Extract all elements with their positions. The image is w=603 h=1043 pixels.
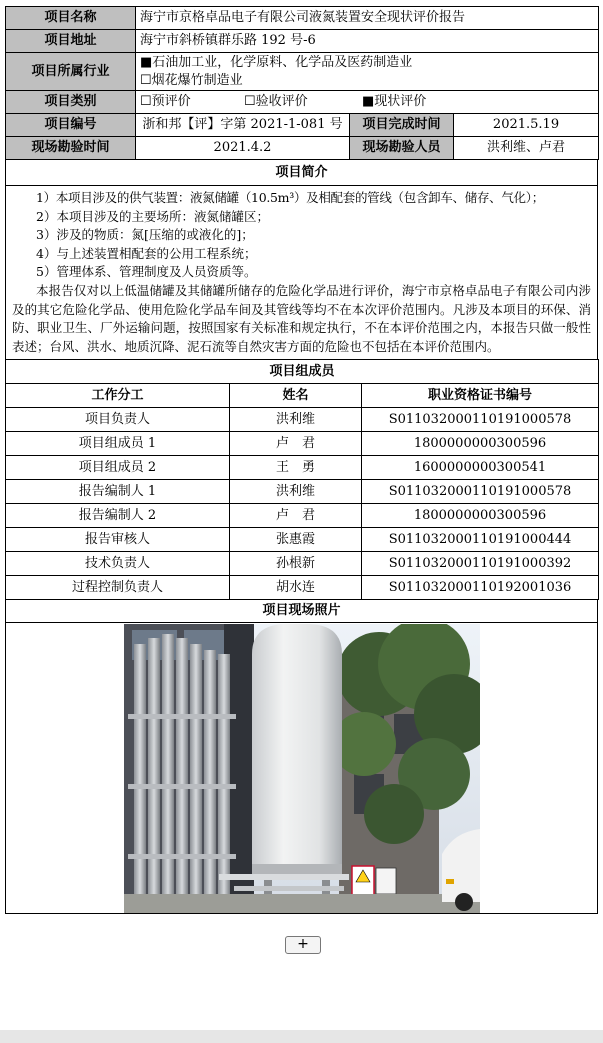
team-role: 报告审核人 bbox=[6, 528, 230, 552]
project-name-label: 项目名称 bbox=[6, 7, 136, 30]
project-address-label: 项目地址 bbox=[6, 30, 136, 53]
team-member-name: 洪利维 bbox=[230, 480, 362, 504]
survey-time-value: 2021.4.2 bbox=[136, 137, 350, 160]
team-row bbox=[6, 456, 599, 480]
team-row bbox=[6, 576, 599, 600]
team-role: 项目组成员 2 bbox=[6, 456, 230, 480]
project-intro-table bbox=[5, 159, 598, 360]
team-title: 项目组成员 bbox=[6, 360, 599, 384]
team-row bbox=[6, 528, 599, 552]
industry-option-petrochem: ■石油加工业，化学原料、化学品及医药制造业 bbox=[140, 54, 413, 70]
intro-content bbox=[6, 186, 598, 360]
team-role: 过程控制负责人 bbox=[6, 576, 230, 600]
team-row bbox=[6, 504, 599, 528]
team-role: 报告编制人 2 bbox=[6, 504, 230, 528]
team-cert-number: 1800000000300596 bbox=[362, 504, 599, 528]
project-industry-label: 项目所属行业 bbox=[6, 53, 136, 91]
intro-line-2: 2）本项目涉及的主要场所：液氮储罐区； bbox=[36, 208, 269, 224]
intro-line-1: 1）本项目涉及的供气装置：液氮储罐（10.5m³）及相配套的管线（包含卸车、储存、气化）； bbox=[36, 190, 544, 205]
project-address-value: 海宁市斜桥镇群乐路 192 号-6 bbox=[136, 30, 599, 53]
photo-cell bbox=[6, 623, 598, 914]
intro-line-3: 3）涉及的物质：氮[压缩的或液化的]； bbox=[36, 227, 254, 243]
team-role: 项目负责人 bbox=[6, 408, 230, 432]
project-category-value bbox=[136, 91, 599, 114]
team-row bbox=[6, 480, 599, 504]
intro-line-5: 5）管理体系、管理制度及人员资质等。 bbox=[36, 264, 257, 280]
intro-line-4: 4）与上述装置相配套的公用工程系统； bbox=[36, 245, 257, 261]
site-photo bbox=[124, 624, 480, 913]
category-option-acceptance: ☐验收评价 bbox=[244, 94, 308, 109]
complete-time-label: 项目完成时间 bbox=[350, 114, 454, 137]
team-member-name: 孙根新 bbox=[230, 552, 362, 576]
team-header-name: 姓名 bbox=[230, 384, 362, 408]
survey-time-label: 现场勘验时间 bbox=[6, 137, 136, 160]
project-info-table bbox=[5, 6, 599, 160]
project-number-label: 项目编号 bbox=[6, 114, 136, 137]
team-role: 项目组成员 1 bbox=[6, 432, 230, 456]
expand-button[interactable]: + bbox=[285, 936, 321, 954]
team-row bbox=[6, 552, 599, 576]
team-cert-number: S011032000110192001036 bbox=[362, 576, 599, 600]
team-cert-number: S011032000110191000578 bbox=[362, 480, 599, 504]
team-cert-number: S011032000110191000444 bbox=[362, 528, 599, 552]
bottom-scroll-bar bbox=[0, 1030, 603, 1043]
team-member-name: 卢 君 bbox=[230, 432, 362, 456]
survey-staff-label: 现场勘验人员 bbox=[350, 137, 454, 160]
photo-title: 项目现场照片 bbox=[6, 600, 598, 623]
report-sheet bbox=[5, 6, 598, 914]
team-row bbox=[6, 408, 599, 432]
category-option-pre: ☐预评价 bbox=[140, 94, 191, 109]
team-table bbox=[5, 359, 599, 600]
team-header-role: 工作分工 bbox=[6, 384, 230, 408]
team-member-name: 王 勇 bbox=[230, 456, 362, 480]
team-header-cert: 职业资格证书编号 bbox=[362, 384, 599, 408]
project-name-value: 海宁市京格卓品电子有限公司液氮装置安全现状评价报告 bbox=[136, 7, 599, 30]
survey-staff-value: 洪利维、卢君 bbox=[454, 137, 599, 160]
project-number-value: 浙和邦【评】字第 2021-1-081 号 bbox=[136, 114, 350, 137]
intro-title: 项目简介 bbox=[6, 160, 598, 186]
team-cert-number: S011032000110191000392 bbox=[362, 552, 599, 576]
team-cert-number: 1600000000300541 bbox=[362, 456, 599, 480]
team-member-name: 胡水连 bbox=[230, 576, 362, 600]
category-option-current: ■现状评价 bbox=[362, 94, 427, 109]
project-category-label: 项目类别 bbox=[6, 91, 136, 114]
team-member-name: 洪利维 bbox=[230, 408, 362, 432]
photo-table bbox=[5, 599, 598, 914]
team-row bbox=[6, 432, 599, 456]
intro-paragraph: 本报告仅对以上低温储罐及其储罐所储存的危险化学品进行评价，海宁市京格卓品电子有限公司内涉及的其它危险化学品、使用危险化学品车间及其管线等均不在本次评价范围内。凡涉及本项目的环保、消防、职业卫生、厂外运输问题，按照国家有关标准和规定执行，不在本评价范围之内，本报告只做一般性表述；台风、洪水、地质沉降、泥石流等自然灾害方面的危险也不包括在本评价范围内。 bbox=[12, 282, 591, 354]
team-role: 技术负责人 bbox=[6, 552, 230, 576]
team-member-name: 张惠霞 bbox=[230, 528, 362, 552]
complete-time-value: 2021.5.19 bbox=[454, 114, 599, 137]
team-cert-number: 1800000000300596 bbox=[362, 432, 599, 456]
site-photo-image bbox=[124, 624, 480, 913]
team-header-row bbox=[6, 384, 599, 408]
team-member-name: 卢 君 bbox=[230, 504, 362, 528]
team-cert-number: S011032000110191000578 bbox=[362, 408, 599, 432]
project-industry-value bbox=[136, 53, 599, 91]
industry-option-fireworks: ☐烟花爆竹制造业 bbox=[140, 72, 243, 88]
team-role: 报告编制人 1 bbox=[6, 480, 230, 504]
